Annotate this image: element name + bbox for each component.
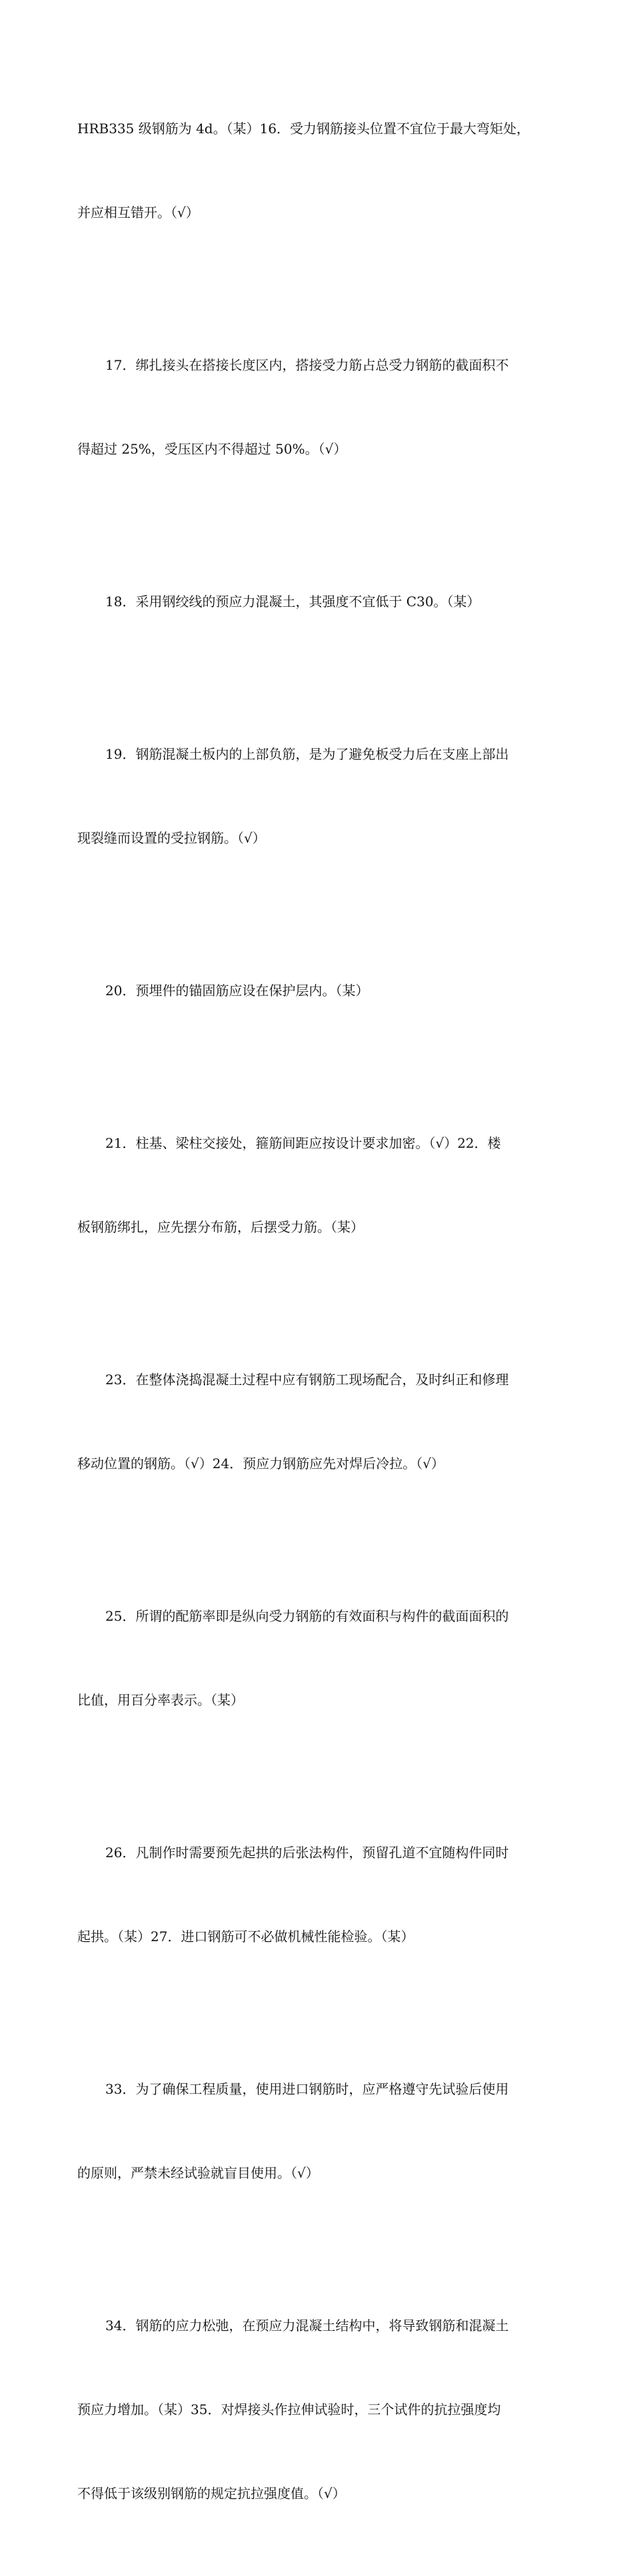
paragraph-q34-35 — [77, 2256, 558, 2563]
paragraph-line: 21．柱基、梁柱交接处，箍筋间距应按设计要求加密。（√）22．楼 — [105, 1135, 501, 1151]
paragraph-line: 比值，用百分率表示。（某） — [77, 1692, 244, 1708]
paragraph-q17 — [77, 295, 558, 519]
paragraph-q25 — [77, 1546, 558, 1770]
paragraph-q23-24 — [77, 1310, 558, 1533]
paragraph-line: 预应力增加。（某）35．对焊接头作拉伸试验时，三个试件的抗拉强度均 — [77, 2401, 501, 2417]
paragraph-line: 移动位置的钢筋。（√）24．预应力钢筋应先对焊后冷拉。（√） — [77, 1456, 444, 1472]
paragraph-line: 20．预埋件的锚固筋应设在保护层内。（某） — [105, 983, 369, 999]
paragraph-q33 — [77, 2019, 558, 2243]
paragraph-line: 19．钢筋混凝土板内的上部负筋，是为了避免板受力后在支座上部出 — [105, 746, 509, 762]
paragraph-q20 — [77, 921, 558, 1061]
document-body — [77, 59, 558, 2576]
paragraph-line: 34．钢筋的应力松弛，在预应力混凝土结构中，将导致钢筋和混凝土 — [105, 2318, 509, 2334]
paragraph-q15-16 — [77, 59, 558, 282]
paragraph-line: 得超过 25%，受压区内不得超过 50%。（√） — [77, 441, 347, 457]
paragraph-line: 起拱。（某）27．进口钢筋可不必做机械性能检验。（某） — [77, 1929, 414, 1944]
paragraph-q26-27 — [77, 1783, 558, 2006]
paragraph-q18 — [77, 532, 558, 671]
paragraph-line: 板钢筋绑扎，应先摆分布筋，后摆受力筋。（某） — [77, 1219, 364, 1235]
paragraph-line: 33．为了确保工程质量，使用进口钢筋时，应严格遵守先试验后使用 — [105, 2081, 509, 2097]
paragraph-line: 18．采用钢绞线的预应力混凝土，其强度不宜低于 C30。（某） — [105, 594, 480, 610]
paragraph-q21-22 — [77, 1073, 558, 1297]
paragraph-line: HRB335 级钢筋为 4d。（某）16．受力钢筋接头位置不宜位于最大弯矩处， — [77, 121, 530, 137]
paragraph-line: 23．在整体浇捣混凝土过程中应有钢筋工现场配合，及时纠正和修理 — [105, 1372, 509, 1388]
paragraph-line: 25．所谓的配筋率即是纵向受力钢筋的有效面积与构件的截面面积的 — [105, 1608, 509, 1624]
paragraph-line: 26．凡制作时需要预先起拱的后张法构件，预留孔道不宜随构件同时 — [105, 1845, 509, 1861]
paragraph-q19 — [77, 684, 558, 908]
paragraph-line: 并应相互错开。（√） — [77, 205, 199, 220]
paragraph-line: 不得低于该级别钢筋的规定抗拉强度值。（√） — [77, 2485, 346, 2501]
paragraph-line: 的原则，严禁未经试验就盲目使用。（√） — [77, 2165, 319, 2181]
paragraph-line: 17．绑扎接头在搭接长度区内，搭接受力筋占总受力钢筋的截面积不 — [105, 357, 509, 373]
paragraph-line: 现裂缝而设置的受拉钢筋。（√） — [77, 830, 266, 846]
